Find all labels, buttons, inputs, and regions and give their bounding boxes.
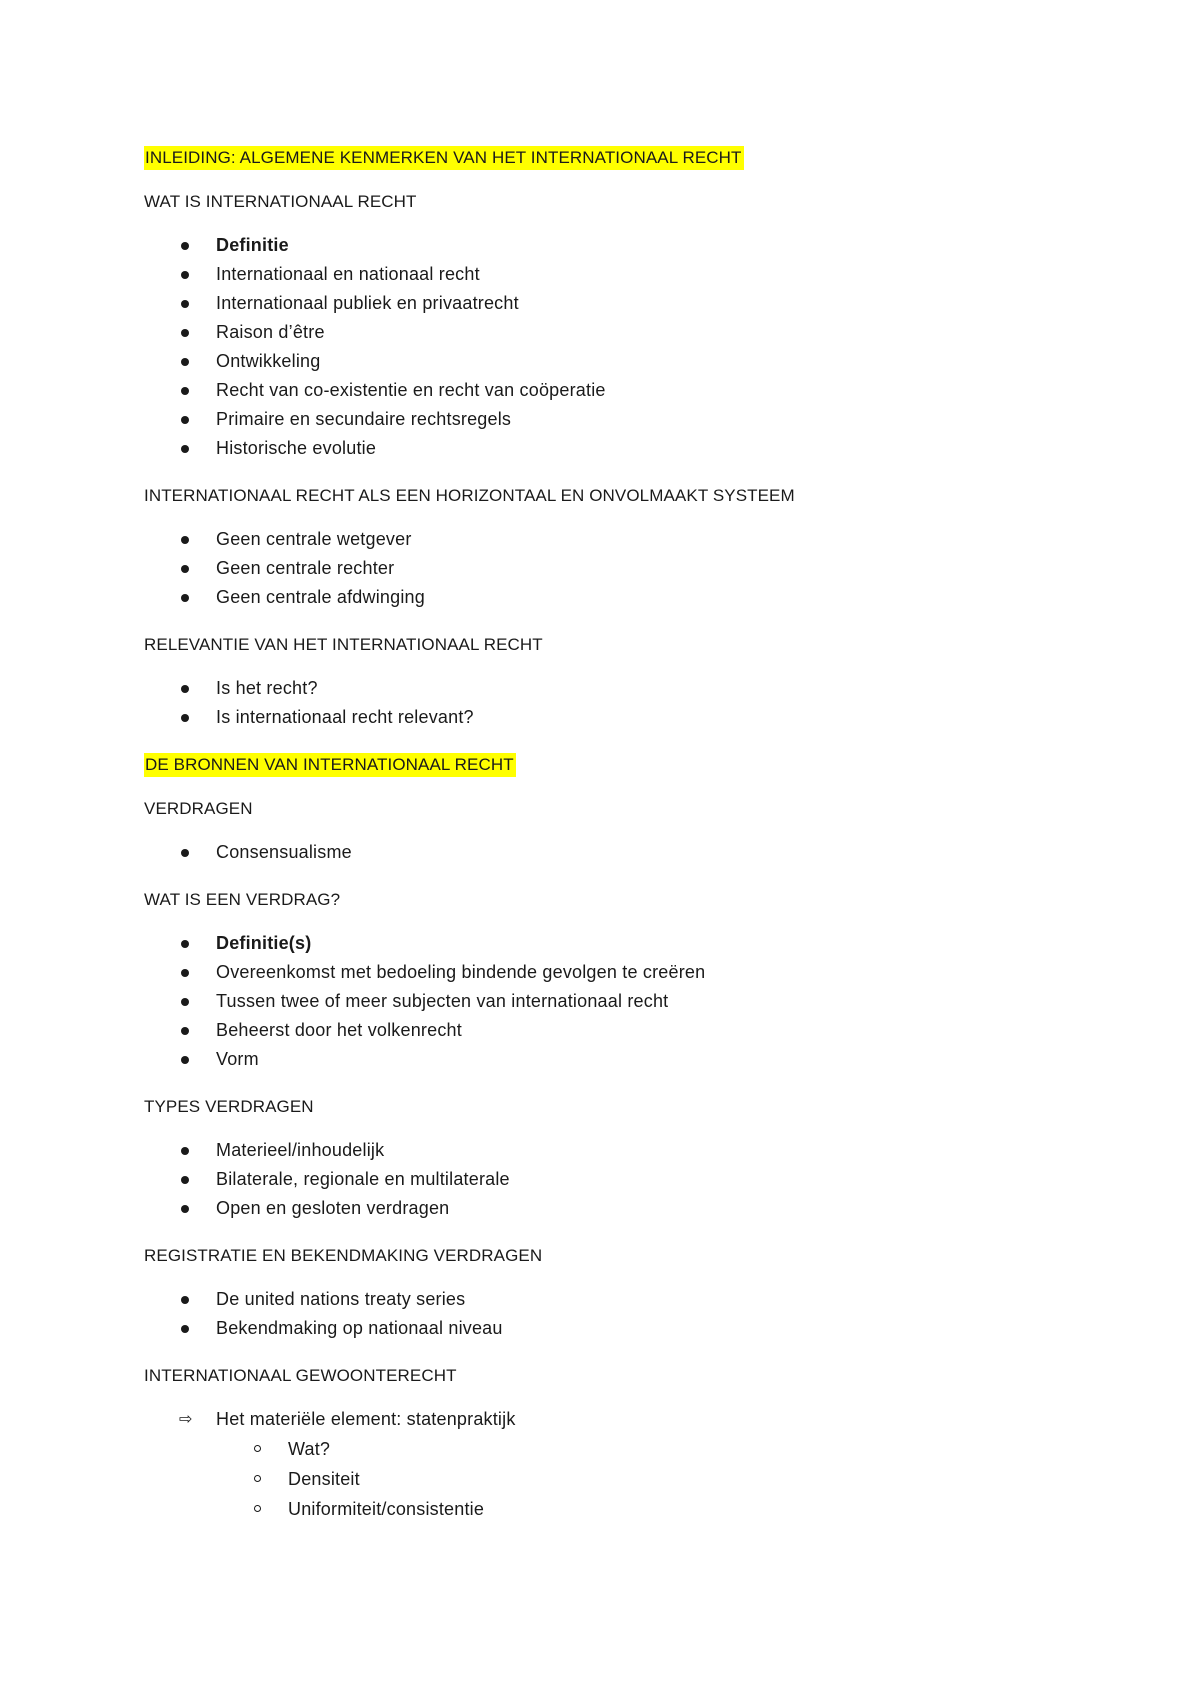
heading-bronnen: DE BRONNEN VAN INTERNATIONAAL RECHT bbox=[144, 753, 516, 777]
list-item bbox=[216, 583, 1084, 612]
sub-list-item-text: Densiteit bbox=[288, 1469, 360, 1489]
bullet-icon bbox=[181, 300, 189, 308]
heading-types-verdragen: TYPES VERDRAGEN bbox=[144, 1097, 314, 1116]
bullet-icon bbox=[181, 1205, 189, 1213]
list-item-text: Internationaal en nationaal recht bbox=[216, 264, 480, 284]
list-item-text: Is het recht? bbox=[216, 678, 318, 698]
list-item bbox=[216, 231, 1084, 260]
bullet-list bbox=[144, 525, 1084, 612]
bullet-list bbox=[144, 1136, 1084, 1223]
list-item bbox=[216, 318, 1084, 347]
section-wat-is-een-verdrag bbox=[144, 888, 1084, 1074]
section-verdragen bbox=[144, 797, 1084, 867]
list-item-text: Raison d’être bbox=[216, 322, 325, 342]
list-item bbox=[216, 376, 1084, 405]
list-item-text: Beheerst door het volkenrecht bbox=[216, 1020, 462, 1040]
section-registratie bbox=[144, 1244, 1084, 1343]
list-item bbox=[216, 554, 1084, 583]
bullet-icon bbox=[181, 358, 189, 366]
bullet-list bbox=[144, 1285, 1084, 1343]
list-item bbox=[216, 1285, 1084, 1314]
sub-list bbox=[216, 1434, 1084, 1524]
list-item bbox=[216, 958, 1084, 987]
list-item-text: Geen centrale afdwinging bbox=[216, 587, 425, 607]
bullet-list bbox=[144, 231, 1084, 463]
arrow-list-item bbox=[179, 1405, 1084, 1524]
section-inleiding bbox=[144, 146, 1084, 170]
bullet-icon bbox=[181, 565, 189, 573]
list-item bbox=[216, 347, 1084, 376]
list-item bbox=[216, 260, 1084, 289]
list-item-text: Geen centrale rechter bbox=[216, 558, 395, 578]
list-item bbox=[216, 1165, 1084, 1194]
list-item bbox=[216, 987, 1084, 1016]
section-types-verdragen bbox=[144, 1095, 1084, 1223]
circle-bullet-icon bbox=[254, 1475, 261, 1482]
bullet-icon bbox=[181, 1027, 189, 1035]
bullet-list bbox=[144, 674, 1084, 732]
bullet-icon bbox=[181, 940, 189, 948]
heading-horizontaal-systeem: INTERNATIONAAL RECHT ALS EEN HORIZONTAAL EN ONVOLMAAKT SYSTEEM bbox=[144, 486, 795, 505]
bullet-icon bbox=[181, 998, 189, 1006]
list-item bbox=[216, 838, 1084, 867]
section-horizontaal-systeem bbox=[144, 484, 1084, 612]
heading-relevantie: RELEVANTIE VAN HET INTERNATIONAAL RECHT bbox=[144, 635, 543, 654]
list-item-text: Is internationaal recht relevant? bbox=[216, 707, 474, 727]
list-item-text: Internationaal publiek en privaatrecht bbox=[216, 293, 519, 313]
heading-gewoonterecht: INTERNATIONAAL GEWOONTERECHT bbox=[144, 1366, 457, 1385]
list-item bbox=[216, 1016, 1084, 1045]
list-item-text: Geen centrale wetgever bbox=[216, 529, 412, 549]
bullet-icon bbox=[181, 1176, 189, 1184]
bullet-icon bbox=[181, 1296, 189, 1304]
bullet-icon bbox=[181, 1056, 189, 1064]
list-item bbox=[216, 434, 1084, 463]
bullet-icon bbox=[181, 329, 189, 337]
sub-list-item bbox=[288, 1494, 1084, 1524]
list-item-text: Bilaterale, regionale en multilaterale bbox=[216, 1169, 510, 1189]
list-item bbox=[216, 1314, 1084, 1343]
list-item-text: Vorm bbox=[216, 1049, 259, 1069]
list-item bbox=[216, 525, 1084, 554]
list-item-text: Definitie bbox=[216, 235, 289, 255]
list-item-text: Open en gesloten verdragen bbox=[216, 1198, 450, 1218]
sub-list-item bbox=[288, 1464, 1084, 1494]
heading-verdragen: VERDRAGEN bbox=[144, 799, 253, 818]
bullet-icon bbox=[181, 387, 189, 395]
bullet-icon bbox=[181, 1147, 189, 1155]
list-item bbox=[216, 1045, 1084, 1074]
list-item-text: Recht van co-existentie en recht van coöperatie bbox=[216, 380, 606, 400]
list-item-text: Overeenkomst met bedoeling bindende gevolgen te creëren bbox=[216, 962, 706, 982]
list-item-text: Primaire en secundaire rechtsregels bbox=[216, 409, 512, 429]
section-gewoonterecht bbox=[144, 1364, 1084, 1524]
bullet-icon bbox=[181, 969, 189, 977]
section-bronnen bbox=[144, 753, 1084, 777]
circle-bullet-icon bbox=[254, 1445, 261, 1452]
list-item-text: Ontwikkeling bbox=[216, 351, 321, 371]
section-wat-is-internationaal-recht bbox=[144, 190, 1084, 463]
heading-wat-is-internationaal-recht: WAT IS INTERNATIONAAL RECHT bbox=[144, 192, 417, 211]
list-item-text: Consensualisme bbox=[216, 842, 352, 862]
list-item-text: Bekendmaking op nationaal niveau bbox=[216, 1318, 503, 1338]
heading-registratie: REGISTRATIE EN BEKENDMAKING VERDRAGEN bbox=[144, 1246, 543, 1265]
arrow-list-item-text: Het materiële element: statenpraktijk bbox=[216, 1409, 516, 1429]
list-item bbox=[216, 289, 1084, 318]
bullet-list bbox=[144, 929, 1084, 1074]
list-item bbox=[216, 405, 1084, 434]
bullet-icon bbox=[181, 242, 189, 250]
arrow-list bbox=[144, 1405, 1084, 1524]
bullet-icon bbox=[181, 416, 189, 424]
bullet-icon bbox=[181, 849, 189, 857]
bullet-icon bbox=[181, 594, 189, 602]
document-content bbox=[144, 146, 1084, 1545]
section-relevantie bbox=[144, 633, 1084, 732]
list-item-text: De united nations treaty series bbox=[216, 1289, 466, 1309]
list-item bbox=[216, 929, 1084, 958]
bullet-icon bbox=[181, 685, 189, 693]
list-item-text: Historische evolutie bbox=[216, 438, 377, 458]
sub-list-item bbox=[288, 1434, 1084, 1464]
list-item bbox=[216, 1194, 1084, 1223]
list-item bbox=[216, 703, 1084, 732]
bullet-icon bbox=[181, 714, 189, 722]
bullet-list bbox=[144, 838, 1084, 867]
heading-wat-is-een-verdrag: WAT IS EEN VERDRAG? bbox=[144, 890, 341, 909]
list-item-text: Tussen twee of meer subjecten van internationaal recht bbox=[216, 991, 669, 1011]
list-item-text: Definitie(s) bbox=[216, 933, 312, 953]
heading-inleiding: INLEIDING: ALGEMENE KENMERKEN VAN HET INTERNATIONAAL RECHT bbox=[144, 146, 744, 170]
list-item-text: Materieel/inhoudelijk bbox=[216, 1140, 385, 1160]
bullet-icon bbox=[181, 271, 189, 279]
list-item bbox=[216, 1136, 1084, 1165]
bullet-icon bbox=[181, 1325, 189, 1333]
arrow-right-icon: ⇨ bbox=[179, 1411, 193, 1428]
bullet-icon bbox=[181, 536, 189, 544]
list-item bbox=[216, 674, 1084, 703]
circle-bullet-icon bbox=[254, 1505, 261, 1512]
bullet-icon bbox=[181, 445, 189, 453]
sub-list-item-text: Uniformiteit/consistentie bbox=[288, 1499, 485, 1519]
sub-list-item-text: Wat? bbox=[288, 1439, 331, 1459]
